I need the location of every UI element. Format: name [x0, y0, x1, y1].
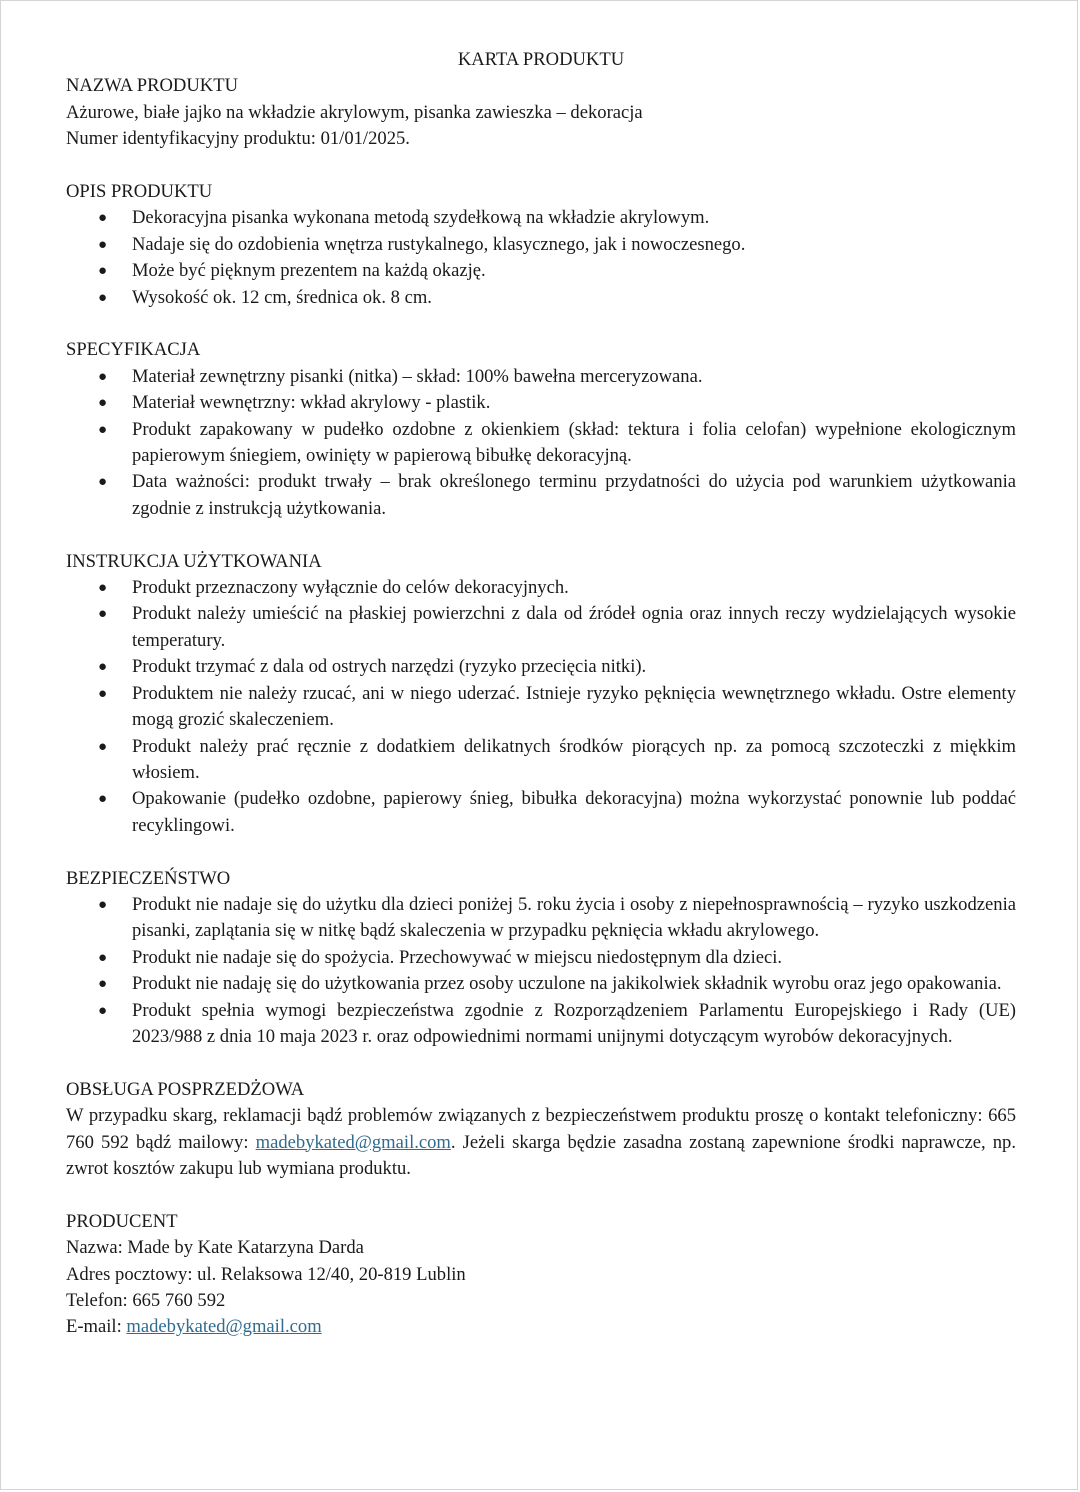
bullet-icon: ●	[98, 976, 108, 993]
list-item	[66, 390, 1016, 416]
list-item-text: Produkt nie nadaje się do użytku dla dzieci poniżej 5. roku życia i osoby z niepełnosprawnością – ryzyko uszkodzenia pisanki, zaplątania się w nitkę bądź skaleczenia w przypadku pęknięcia wkładu akrylowego.	[132, 893, 1016, 942]
list-item-text: Produkt nie nadaje się do spożycia. Przechowywać w miejscu niedostępnym dla dzieci.	[132, 946, 783, 968]
list-item	[66, 232, 1016, 258]
section-heading-specification: SPECYFIKACJA	[66, 339, 201, 361]
list-item	[66, 734, 1016, 787]
list-item	[66, 681, 1016, 734]
list-item-text: Wysokość ok. 12 cm, średnica ok. 8 cm.	[132, 286, 432, 308]
bullet-icon: ●	[98, 1002, 108, 1019]
spacer	[66, 311, 1016, 337]
section-heading-aftersales: OBSŁUGA POSPRZEDŻOWA	[66, 1078, 305, 1100]
bullet-icon: ●	[98, 474, 108, 491]
spacer	[66, 1182, 1016, 1208]
list-item-text: Nadaje się do ozdobienia wnętrza rustykalnego, klasycznego, jak i nowoczesnego.	[132, 233, 746, 255]
list-item	[66, 945, 1016, 971]
aftersales-text-before: W przypadku skarg, reklamacji bądź problemów związanych z bezpieczeństwem produktu proszę o kontakt telefoniczny: 665 760 592 bądź mailowy:	[66, 1105, 1016, 1153]
bullet-icon: ●	[98, 896, 108, 913]
list-item	[66, 654, 1016, 680]
bullet-icon: ●	[98, 580, 108, 597]
aftersales-text-after: . Jeżeli skarga będzie zasadna zostaną zapewnione środki naprawcze, np. zwrot kosztów zakupu lub wymiana produktu.	[66, 1131, 1016, 1179]
product-id: Numer identyfikacyjny produktu: 01/01/2025.	[66, 128, 410, 150]
list-item	[66, 971, 1016, 997]
producer-name: Nazwa: Made by Kate Katarzyna Darda	[66, 1237, 364, 1259]
section-heading-description: OPIS PRODUKTU	[66, 181, 213, 203]
list-item-text: Produkt przeznaczony wyłącznie do celów dekoracyjnych.	[132, 577, 569, 599]
bullet-icon: ●	[98, 949, 108, 966]
spacer	[66, 839, 1016, 865]
bullet-icon: ●	[98, 236, 108, 253]
section-heading-producer: PRODUCENT	[66, 1210, 178, 1232]
aftersales-text	[66, 1103, 1016, 1182]
list-item	[66, 575, 1016, 601]
producer-phone: Telefon: 665 760 592	[66, 1290, 226, 1311]
spacer	[66, 1050, 1016, 1076]
bullet-icon: ●	[98, 685, 108, 702]
safety-list	[66, 892, 1016, 1050]
list-item-text: Produkt nie nadaję się do użytkowania przez osoby uczulone na jakikolwiek składnik wyrobu oraz jego opakowania.	[132, 973, 1002, 995]
bullet-icon: ●	[98, 263, 108, 280]
aftersales-section	[66, 1077, 1016, 1183]
bullet-icon: ●	[98, 421, 108, 438]
list-item-text: Produkt należy prać ręcznie z dodatkiem delikatnych środków piorących np. za pomocą szczoteczki z miękkim włosiem.	[132, 735, 1016, 783]
document-title: KARTA PRODUKTU	[457, 49, 625, 70]
list-item	[66, 892, 1016, 945]
section-heading-safety: BEZPIECZEŃSTWO	[66, 867, 231, 889]
list-item	[66, 417, 1016, 470]
bullet-icon: ●	[98, 606, 108, 623]
list-item-text: Może być pięknym prezentem na każdą okazję.	[132, 260, 486, 282]
bullet-icon: ●	[98, 289, 108, 306]
list-item-text: Produkt zapakowany w pudełko ozdobne z okienkiem (skład: tektura i folia celofan) wypełnione ekologicznym papierowym śniegiem, owinięty w papierową bibułkę dekoracyjną.	[132, 418, 1016, 467]
product-name-section	[66, 73, 1016, 152]
list-item	[66, 364, 1016, 390]
list-item	[66, 258, 1016, 284]
producer-email-link[interactable]: madebykated@gmail.com	[126, 1316, 322, 1338]
list-item	[66, 285, 1016, 311]
list-item-text: Data ważności: produkt trwały – brak określonego terminu przydatności do użycia pod warunkiem użytkowania zgodnie z instrukcją użytkowania.	[132, 471, 1016, 519]
list-item	[66, 998, 1016, 1051]
list-item	[66, 786, 1016, 839]
spacer	[66, 153, 1016, 179]
list-item	[66, 469, 1016, 522]
bullet-icon: ●	[98, 659, 108, 676]
list-item-text: Opakowanie (pudełko ozdobne, papierowy śnieg, bibułka dekoracyjna) można wykorzystać ponownie lub poddać recyklingowi.	[132, 788, 1016, 836]
bullet-icon: ●	[98, 210, 108, 227]
list-item-text: Produkt trzymać z dala od ostrych narzędzi (ryzyko przecięcia nitki).	[132, 656, 647, 678]
producer-email-label: E-mail:	[66, 1316, 127, 1338]
aftersales-email-link[interactable]: madebykated@gmail.com	[255, 1131, 451, 1153]
description-list	[66, 205, 1016, 311]
instructions-list	[66, 575, 1016, 839]
description-section	[66, 179, 1016, 311]
bullet-icon: ●	[98, 395, 108, 412]
spacer	[66, 522, 1016, 548]
list-item-text: Produktem nie należy rzucać, ani w niego uderzać. Istnieje ryzyko pęknięcia wewnętrznego wkładu. Ostre elementy mogą grozić skaleczeniem.	[132, 682, 1016, 731]
list-item	[66, 601, 1016, 654]
bullet-icon: ●	[98, 791, 108, 808]
document-content	[66, 47, 1016, 1341]
section-heading-instructions: INSTRUKCJA UŻYTKOWANIA	[66, 550, 322, 572]
safety-section	[66, 866, 1016, 1051]
list-item-text: Materiał zewnętrzny pisanki (nitka) – skład: 100% bawełna merceryzowana.	[132, 365, 703, 387]
bullet-icon: ●	[98, 368, 108, 385]
producer-email	[66, 1314, 1016, 1340]
list-item-text: Produkt spełnia wymogi bezpieczeństwa zgodnie z Rozporządzeniem Parlamentu Europejskiego i Rady (UE) 2023/988 z dnia 10 maja 2023 r. oraz odpowiednimi normami unijnymi dotyczącym wyrobów dekoracyjnych.	[132, 999, 1016, 1047]
producer-section	[66, 1209, 1016, 1341]
bullet-icon: ●	[98, 738, 108, 755]
instructions-section	[66, 549, 1016, 839]
list-item-text: Materiał wewnętrzny: wkład akrylowy - plastik.	[132, 392, 491, 414]
list-item-text: Dekoracyjna pisanka wykonana metodą szydełkową na wkładzie akrylowym.	[132, 207, 710, 229]
producer-address: Adres pocztowy: ul. Relaksowa 12/40, 20-819 Lublin	[66, 1263, 466, 1285]
section-heading-name: NAZWA PRODUKTU	[66, 75, 238, 97]
specification-list	[66, 364, 1016, 522]
list-item	[66, 205, 1016, 231]
specification-section	[66, 337, 1016, 522]
product-name: Ażurowe, białe jajko na wkładzie akrylowym, pisanka zawieszka – dekoracja	[66, 101, 643, 123]
list-item-text: Produkt należy umieścić na płaskiej powierzchni z dala od źródeł ognia oraz innych reczy wydzielających wysokie temperatury.	[132, 603, 1016, 651]
